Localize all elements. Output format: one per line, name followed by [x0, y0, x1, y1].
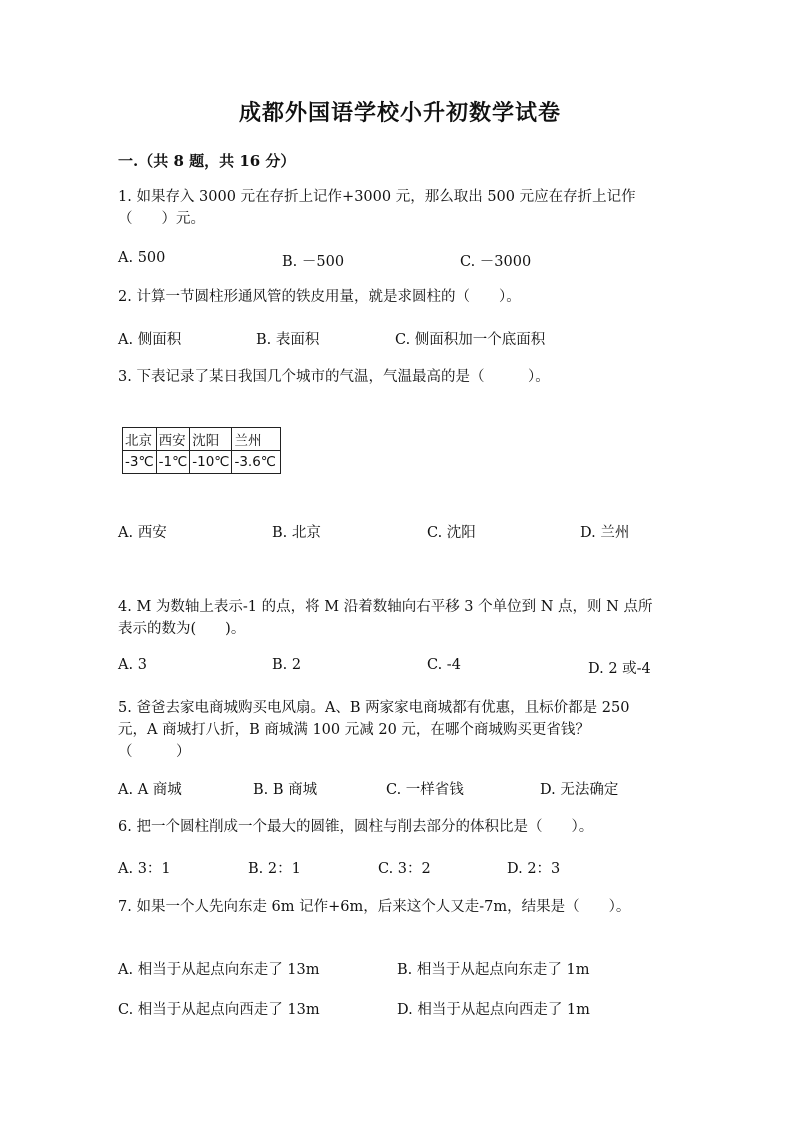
table-cell-temp: -10℃ [190, 451, 232, 474]
page-title: 成都外国语学校小升初数学试卷 [238, 100, 561, 126]
question-6-text: 6. 把一个圆柱削成一个最大的圆锥，圆柱与削去部分的体积比是（ ）。 [118, 819, 594, 835]
temperature-table-city-row [123, 428, 281, 451]
question-7-text: 7. 如果一个人先向东走 6m 记作+6m，后来这个人又走-7m，结果是（ ）。 [118, 899, 631, 915]
question-1-option-a: A. 500 [118, 250, 166, 266]
table-cell-city: 西安 [156, 428, 190, 451]
question-5-option-a: A. A 商城 [118, 782, 182, 798]
table-cell-city: 兰州 [232, 428, 281, 451]
question-3-option-b: B. 北京 [272, 525, 321, 541]
question-4-option-a: A. 3 [118, 657, 147, 673]
question-7-option-c: C. 相当于从起点向西走了 13m [118, 1002, 320, 1018]
question-7-option-d: D. 相当于从起点向西走了 1m [397, 1002, 590, 1018]
question-6-option-b: B. 2：1 [248, 861, 301, 877]
question-4-option-b: B. 2 [272, 657, 302, 673]
question-5-answer-blank: （ ） [118, 744, 191, 760]
question-4-text: 4. M 为数轴上表示-1 的点，将 M 沿着数轴向右平移 3 个单位到 N 点，则 N 点所 [118, 599, 653, 615]
question-2-option-c: C. 侧面积加一个底面积 [395, 332, 546, 348]
question-2-option-a: A. 侧面积 [118, 332, 182, 348]
question-4-text-cont: 表示的数为( )。 [118, 621, 246, 637]
question-1-text: 1. 如果存入 3000 元在存折上记作+3000 元，那么取出 500 元应在存折上记作 [118, 189, 636, 205]
question-3-option-c: C. 沈阳 [427, 525, 476, 541]
question-5-option-d: D. 无法确定 [540, 782, 619, 798]
question-5-option-b: B. B 商城 [253, 782, 318, 798]
table-cell-city: 沈阳 [190, 428, 232, 451]
table-cell-temp: -3.6℃ [232, 451, 281, 474]
question-5-text-cont: 元，A 商城打八折，B 商城满 100 元减 20 元，在哪个商城购买更省钱？ [118, 722, 590, 738]
question-5-option-c: C. 一样省钱 [386, 782, 464, 798]
question-3-text: 3. 下表记录了某日我国几个城市的气温，气温最高的是（ ）。 [118, 369, 550, 385]
question-5-text: 5. 爸爸去家电商城购买电风扇。A、B 两家家电商城都有优惠，且标价都是 250 [118, 700, 630, 716]
question-6-option-c: C. 3：2 [378, 861, 431, 877]
question-7-option-a: A. 相当于从起点向东走了 13m [118, 962, 320, 978]
question-1-option-c: C. －3000 [460, 254, 532, 270]
section-heading: 一.（共 8 题，共 16 分） [118, 152, 296, 170]
question-6-option-a: A. 3：1 [118, 861, 171, 877]
temperature-table [122, 427, 281, 474]
temperature-table-temp-row [123, 451, 281, 474]
question-3-option-d: D. 兰州 [580, 525, 630, 541]
table-cell-temp: -3℃ [123, 451, 157, 474]
question-3-option-a: A. 西安 [118, 525, 167, 541]
question-7-option-b: B. 相当于从起点向东走了 1m [397, 962, 590, 978]
question-2-option-b: B. 表面积 [256, 332, 320, 348]
question-4-option-d: D. 2 或-4 [588, 661, 651, 677]
question-1-text-cont: （ ）元。 [118, 211, 205, 227]
question-2-text: 2. 计算一节圆柱形通风管的铁皮用量，就是求圆柱的（ ）。 [118, 289, 521, 305]
question-1-option-b: B. －500 [282, 254, 345, 270]
question-6-option-d: D. 2：3 [507, 861, 561, 877]
question-4-option-c: C. -4 [427, 657, 461, 673]
table-cell-temp: -1℃ [156, 451, 190, 474]
table-cell-city: 北京 [123, 428, 157, 451]
